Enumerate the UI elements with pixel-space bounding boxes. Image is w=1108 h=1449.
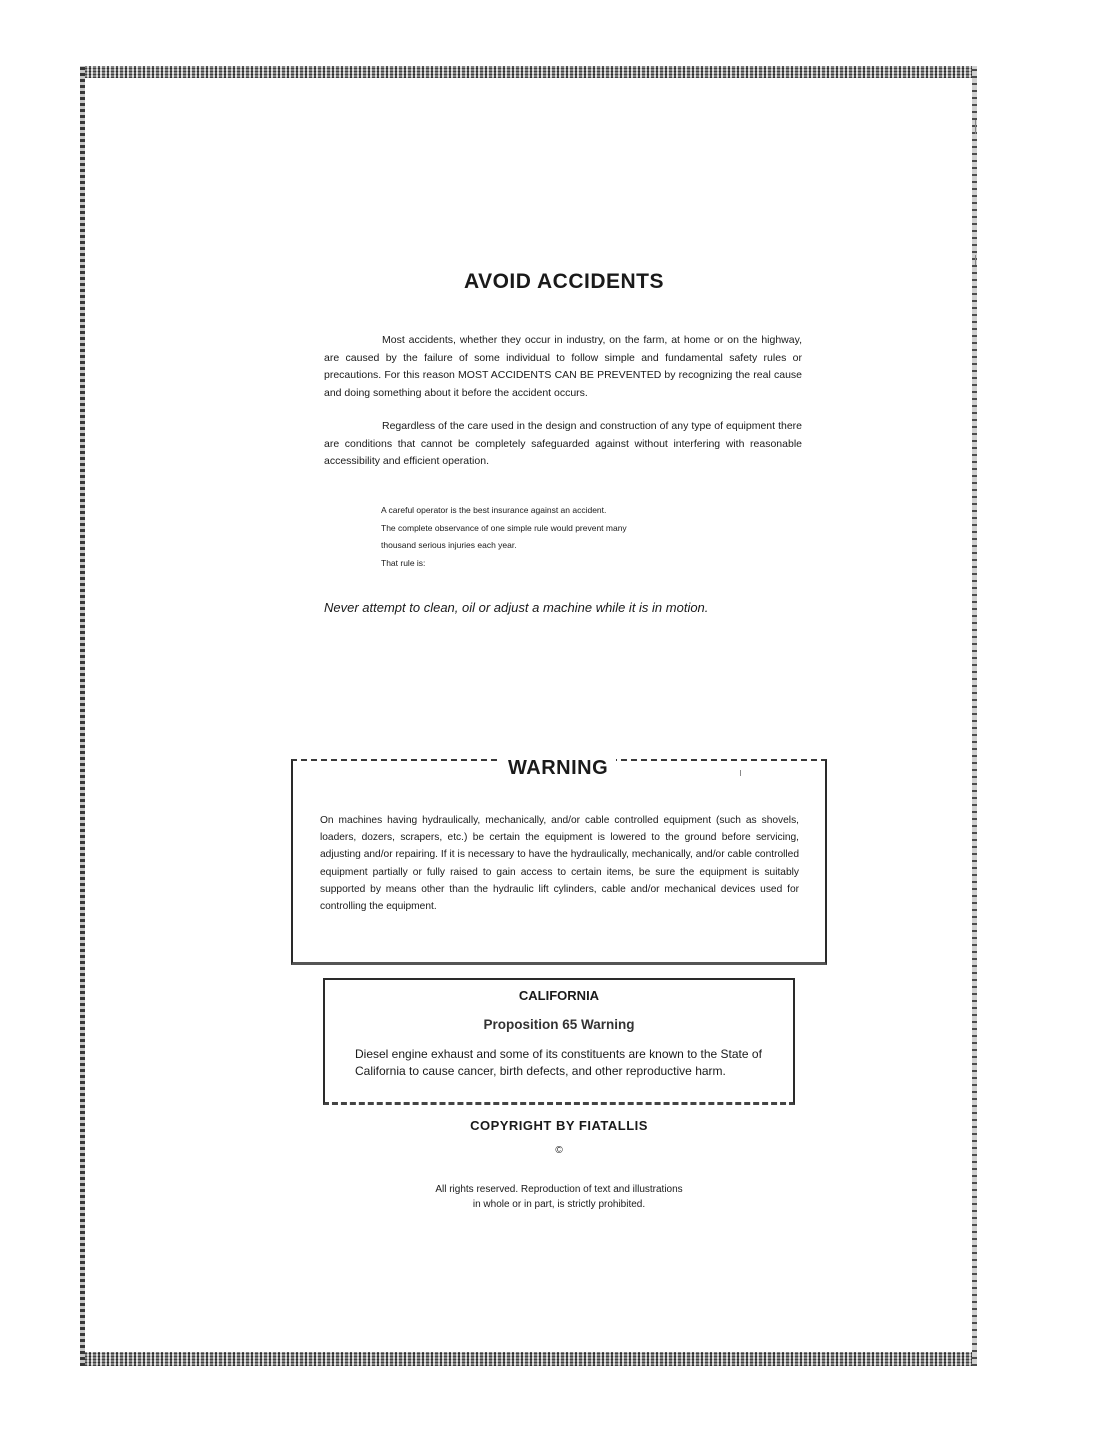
scan-border-top <box>80 66 977 78</box>
intro-paragraph-1: Most accidents, whether they occur in industry, on the farm, at home or on the highway, are caused by the failure of some individual to follow simple and fundamental safety rules or precautions. For this reason MOST ACCIDENTS CAN BE PREVENTED by recognizing the real cause and doing something about it before the accident occurs. <box>324 334 802 399</box>
rule-line: A careful operator is the best insurance against an accident. <box>381 505 607 515</box>
scan-speck <box>740 770 741 776</box>
safety-motto: Never attempt to clean, oil or adjust a machine while it is in motion. <box>324 600 709 615</box>
warning-title: WARNING <box>500 756 616 780</box>
intro-paragraph-2: Regardless of the care used in the design and construction of any type of equipment there are conditions that cannot be completely safeguarded against without interfering with reasonable accessibility and efficient operation. <box>324 420 802 468</box>
safety-rule-lines <box>381 502 741 572</box>
warning-text: On machines having hydraulically, mechanically, and/or cable controlled equipment (such as shovels, loaders, dozers, scrapers, etc.) be certain the equipment is lowered to the ground before servicing, adjusting and/or repairing. If it is necessary to have the hydraulically, mechanically, and/or cable controlled equipment partially or fully raised to gain access to certain items, be sure the equipment is suitably supported by means other than the hydraulic lift cylinders, cable and/or mechanical devices used for controlling the equipment. <box>320 815 799 913</box>
rights-line-1: All rights reserved. Reproduction of text and illustrations <box>435 1184 683 1195</box>
california-text: Diesel engine exhaust and some of its constituents are known to the State of California to cause cancer, birth defects, and other reproductive harm. <box>355 1047 762 1078</box>
rule-line: That rule is: <box>381 557 426 568</box>
page-title: AVOID ACCIDENTS <box>463 270 664 293</box>
scan-border-bottom <box>80 1352 977 1366</box>
scan-speck <box>975 255 976 265</box>
rights-notice <box>323 1182 795 1212</box>
california-subtitle: Proposition 65 Warning <box>483 1017 635 1032</box>
rights-line-2: in whole or in part, is strictly prohibited. <box>472 1199 646 1210</box>
california-title: CALIFORNIA <box>518 988 600 1003</box>
rule-line: The complete observance of one simple rule would prevent many <box>381 522 627 533</box>
copyright-line: COPYRIGHT BY FIATALLIS <box>470 1118 648 1133</box>
copyright-symbol: © <box>555 1145 563 1156</box>
rule-line: thousand serious injuries each year. <box>381 540 517 550</box>
scan-speck <box>975 120 976 134</box>
scan-border-left <box>80 66 85 1366</box>
